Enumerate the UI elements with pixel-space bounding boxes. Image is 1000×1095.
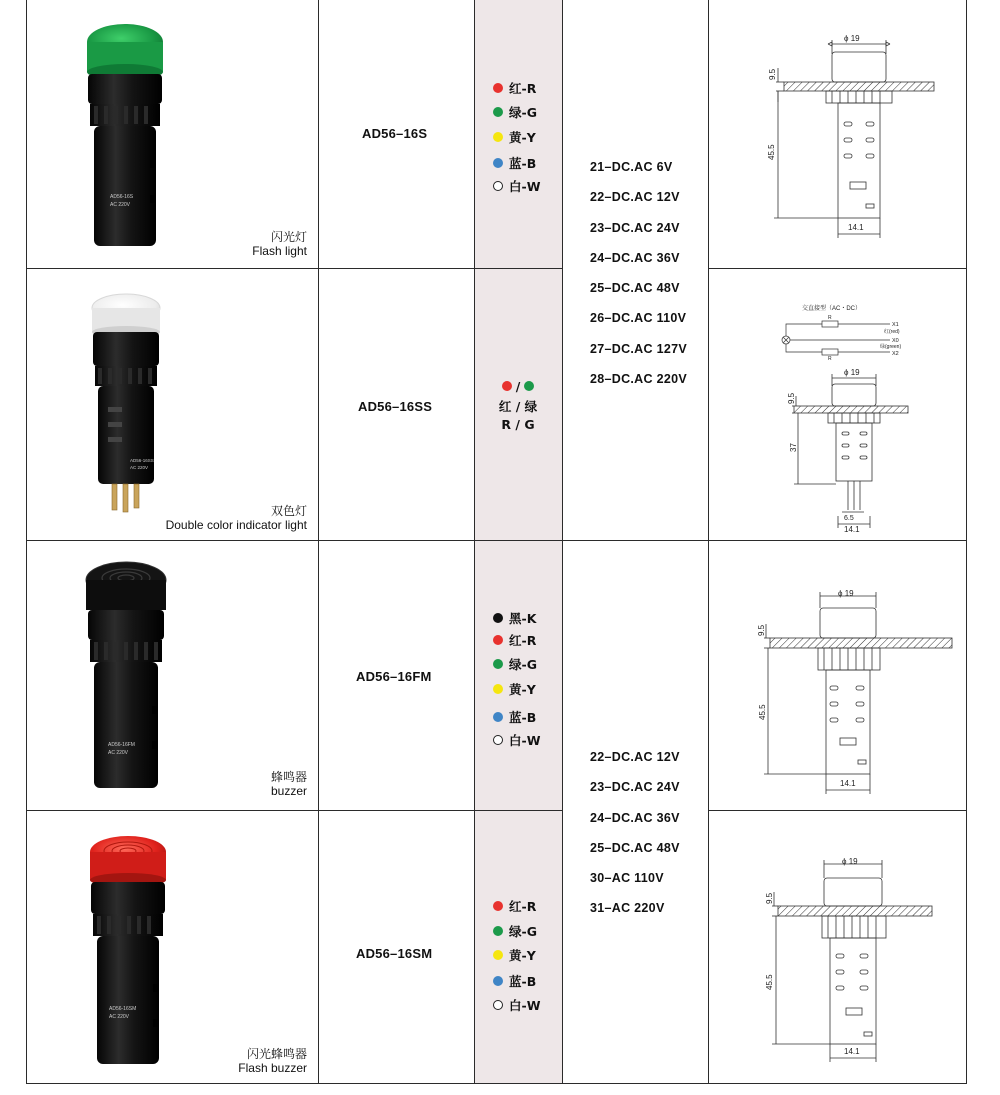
color-label: 蓝-B — [509, 156, 537, 171]
dim-diameter: ϕ 19 — [838, 589, 854, 598]
table-border — [966, 0, 967, 1084]
color-dot-icon — [493, 181, 503, 191]
color-label: 绿-G — [509, 105, 537, 120]
color-dot-icon — [493, 613, 503, 623]
dim-pin-pitch: 6.5 — [844, 515, 854, 522]
color-option — [493, 177, 540, 195]
color-option — [493, 897, 536, 915]
dim-diameter: ϕ 19 — [844, 34, 860, 43]
color-label: 蓝-B — [509, 710, 537, 725]
body-print: AC 220V — [109, 1014, 130, 1020]
dim-width: 14.1 — [844, 525, 860, 534]
red-dot-icon — [502, 381, 512, 391]
voltage-item: 22–DC.AC 12V — [590, 190, 680, 205]
product-name-zh: 闪光蜂鸣器 — [246, 1047, 307, 1061]
body-print: AC 220V — [108, 750, 129, 756]
rg-separator: / — [515, 378, 521, 394]
color-option — [493, 128, 536, 146]
voltage-item: 31–AC 220V — [590, 901, 665, 916]
color-option — [493, 103, 537, 121]
wiring-x0: X0 — [892, 338, 899, 344]
color-dot-icon — [493, 950, 503, 960]
dim-width: 14.1 — [848, 223, 864, 232]
color-label: 黑-K — [509, 611, 537, 626]
product-name — [238, 1047, 307, 1075]
dim-flange: 9.5 — [787, 392, 796, 404]
row-divider — [708, 268, 967, 269]
color-option — [493, 946, 536, 964]
wiring-r: R — [828, 356, 832, 362]
green-dot-icon — [524, 381, 534, 391]
wiring-x1: X1 — [892, 322, 899, 328]
color-dot-icon — [493, 684, 503, 694]
model-number: AD56–16S — [362, 126, 428, 141]
color-option — [493, 609, 536, 627]
color-option — [493, 922, 537, 940]
voltage-item: 22–DC.AC 12V — [590, 750, 680, 764]
voltage-item: 26–DC.AC 110V — [590, 311, 687, 326]
dim-diameter: ϕ 19 — [844, 368, 860, 377]
dim-length: 45.5 — [765, 974, 774, 990]
table-border — [318, 0, 319, 1084]
dimension-drawing-buzzer — [756, 586, 956, 796]
color-dot-icon — [493, 107, 503, 117]
color-dot-icon — [493, 158, 503, 168]
double-color-light-photo — [86, 292, 166, 518]
dim-flange: 9.5 — [768, 68, 777, 80]
color-dot-icon — [493, 132, 503, 142]
body-print: AD56-16FM — [108, 742, 135, 748]
voltage-item: 25–DC.AC 48V — [590, 281, 680, 296]
dim-diameter: ϕ 19 — [842, 857, 858, 866]
color-label: 白-W — [509, 998, 541, 1013]
row-divider — [26, 268, 562, 269]
row-divider — [708, 810, 967, 811]
color-option — [493, 79, 536, 97]
color-label: 绿-G — [509, 657, 537, 672]
wiring-title: 交直接型（AC・DC） — [802, 306, 862, 312]
color-dot-icon — [493, 635, 503, 645]
product-name-zh: 蜂鸣器 — [270, 770, 307, 784]
red-green-option — [488, 378, 548, 432]
voltage-item: 28–DC.AC 220V — [590, 372, 688, 387]
voltage-list-top — [590, 157, 687, 399]
voltage-item: 25–DC.AC 48V — [590, 840, 680, 855]
wiring-r: R — [828, 315, 832, 321]
body-print: AD56-16S — [110, 194, 134, 200]
dimension-drawing-flash-buzzer — [762, 854, 942, 1066]
dim-width: 14.1 — [840, 779, 856, 788]
rg-label-zh: 红 / 绿 — [498, 399, 538, 414]
product-name-en: Double color indicator light — [165, 518, 307, 532]
color-option — [493, 708, 536, 726]
dim-length: 37 — [789, 443, 798, 452]
table-border — [26, 0, 27, 1084]
product-name-en: buzzer — [270, 784, 307, 798]
color-label: 红-R — [509, 899, 537, 914]
color-dot-icon — [493, 926, 503, 936]
color-option — [493, 680, 536, 698]
product-name-en: Flash light — [252, 244, 307, 258]
voltage-item: 23–DC.AC 24V — [590, 780, 680, 795]
dim-flange: 9.5 — [765, 892, 774, 904]
table-border — [474, 0, 475, 1084]
color-label: 绿-G — [509, 924, 537, 939]
voltage-item: 30–AC 110V — [590, 871, 664, 886]
color-label: 白-W — [509, 733, 541, 748]
wiring-green: 绿(green) — [880, 344, 902, 350]
flash-buzzer-photo — [84, 834, 172, 1070]
color-option — [493, 972, 536, 990]
voltage-item: 24–DC.AC 36V — [590, 250, 680, 265]
rg-label-en: R / G — [501, 417, 535, 432]
dim-length: 45.5 — [758, 704, 767, 720]
color-label: 红-R — [509, 81, 537, 96]
body-print: AD56-16SM — [109, 1006, 137, 1012]
dim-flange: 9.5 — [757, 624, 766, 636]
color-label: 黄-Y — [509, 682, 536, 697]
voltage-list-bottom — [590, 747, 680, 929]
table-border — [708, 0, 709, 1084]
row-divider — [26, 810, 562, 811]
row-divider — [26, 540, 967, 541]
color-dot-icon — [493, 735, 503, 745]
product-name-zh: 闪光灯 — [270, 230, 307, 244]
body-print: AC 220V — [130, 465, 149, 470]
product-name-en: Flash buzzer — [238, 1061, 307, 1075]
color-label: 蓝-B — [509, 974, 537, 989]
voltage-item: 23–DC.AC 24V — [590, 220, 680, 235]
model-number: AD56–16SM — [356, 946, 433, 961]
color-dot-icon — [493, 976, 503, 986]
color-dot-icon — [493, 901, 503, 911]
color-option — [493, 655, 537, 673]
buzzer-photo — [80, 556, 172, 792]
model-number: AD56–16SS — [358, 399, 433, 414]
color-label: 红-R — [509, 633, 537, 648]
color-label: 黄-Y — [509, 130, 536, 145]
dimension-drawing-double-color — [772, 300, 922, 536]
color-dot-icon — [493, 83, 503, 93]
color-option — [493, 996, 540, 1014]
color-dot-icon — [493, 712, 503, 722]
color-label: 黄-Y — [509, 948, 536, 963]
voltage-item: 21–DC.AC 6V — [590, 160, 673, 174]
table-border — [562, 0, 563, 1084]
flash-light-photo — [80, 20, 170, 252]
product-name — [271, 770, 307, 798]
color-dot-icon — [493, 659, 503, 669]
voltage-item: 27–DC.AC 127V — [590, 341, 688, 356]
dimension-drawing-flash-light — [762, 30, 942, 245]
color-option — [493, 154, 536, 172]
product-name — [166, 504, 307, 532]
voltage-item: 24–DC.AC 36V — [590, 810, 680, 825]
product-name — [252, 230, 307, 258]
product-name-zh: 双色灯 — [270, 504, 307, 518]
body-print: AC 220V — [110, 202, 131, 208]
wiring-x2: X2 — [892, 351, 899, 357]
color-option — [493, 731, 540, 749]
dim-length: 45.5 — [767, 144, 776, 160]
table-border — [26, 1083, 967, 1084]
color-label: 白-W — [509, 179, 541, 194]
model-number: AD56–16FM — [356, 669, 432, 684]
body-print: AD56-16SS — [130, 458, 154, 463]
color-dot-icon — [493, 1000, 503, 1010]
color-option — [493, 631, 536, 649]
wiring-red: 红(red) — [884, 329, 900, 335]
dim-width: 14.1 — [844, 1047, 860, 1056]
